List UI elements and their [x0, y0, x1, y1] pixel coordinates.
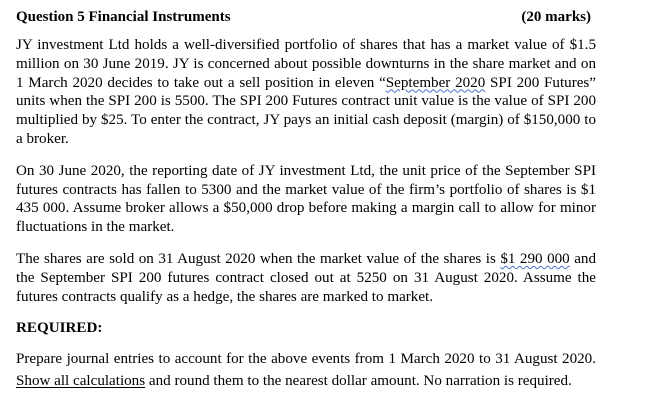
paragraph-sale-text-before: The shares are sold on 31 August 2020 when the market value of the shares is	[16, 250, 501, 267]
paragraph-instructions-text-after: and round them to the nearest dollar amount. No narration is required.	[145, 372, 572, 389]
underlined-instruction: Show all calculations	[16, 372, 146, 389]
paragraph-instructions	[16, 349, 596, 392]
paragraph-instructions-text-before: Prepare journal entries to account for the above events from 1 March 2020 to 31 August 2020.	[16, 351, 596, 368]
paragraph-scenario-text-after: SPI 200 Futures” units when the SPI 200 is 5500. The SPI 200 Futures contract unit value is the value of SPI 200 multiplied by $25. To enter the contract, JY pays an initial cash deposit (margin) of $150,000 to a broker.	[16, 74, 596, 147]
paragraph-scenario	[16, 36, 596, 149]
paragraph-reporting-date: On 30 June 2020, the reporting date of JY investment Ltd, the unit price of the September SPI futures contracts has fallen to 5300 and the market value of the firm’s portfolio of shares is $1 435 000. Assume broker allows a $50,000 drop before making a margin call to allow for minor fluctuations in the market.	[16, 162, 596, 236]
question-marks: (20 marks)	[521, 9, 591, 25]
question-header	[16, 8, 591, 26]
spellcheck-underlined-phrase: September 2020	[385, 74, 486, 91]
required-heading: REQUIRED:	[16, 320, 103, 337]
question-title: Question 5 Financial Instruments	[16, 9, 231, 25]
paragraph-scenario-text-before: JY investment Ltd holds a well-diversified portfolio of shares that has a market value of $1.5 million on 30 June 2019. JY is concerned about possible downturns in the share market and on 1 March 2020 decides to take out a sell position in eleven “	[16, 37, 596, 91]
spellcheck-underlined-amount: $1 290 000	[500, 250, 570, 267]
paragraph-sale-text-after: and the September SPI 200 futures contract closed out at 5250 on 31 August 2020. Assume the futures contracts qualify as a hedge, the shares are marked to market.	[16, 250, 597, 305]
paragraph-sale	[16, 250, 596, 306]
